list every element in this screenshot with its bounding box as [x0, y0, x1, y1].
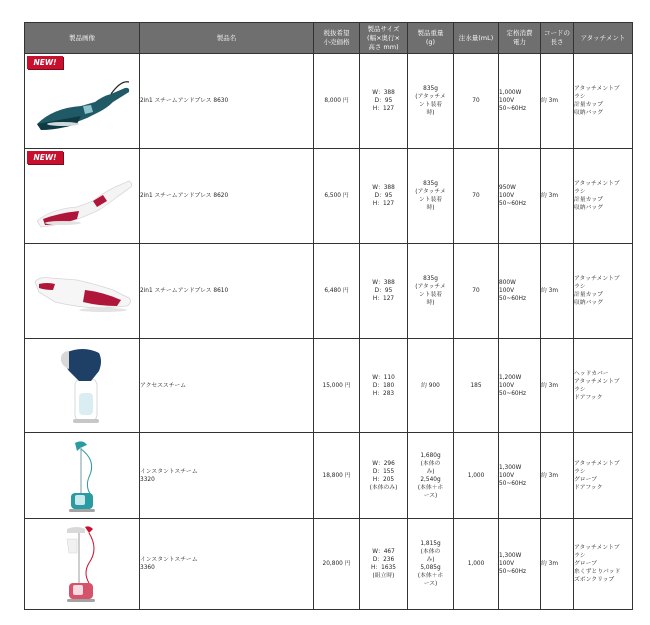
product-weight: 1,815g (本体の み) 5,085g (本体＋ホ ース) — [408, 519, 454, 610]
product-water: 70 — [454, 54, 499, 149]
garment-steamer-teal-icon — [59, 437, 109, 515]
product-weight: 835g (アタッチメ ント装着 時) — [408, 244, 454, 339]
product-cord: 約 3m — [541, 339, 574, 433]
handheld-steamer-red-icon — [33, 171, 135, 233]
product-accessories: アタッチメントブ ラシ グローブ 糸くずとりパッド ズボンクリップ — [574, 519, 633, 610]
handheld-steamer-red-icon — [33, 262, 135, 320]
product-cord: 約 3m — [541, 433, 574, 519]
new-badge: NEW! — [27, 56, 63, 69]
product-weight: 1,680g (本体の み) 2,540g (本体＋ホ ース) — [408, 433, 454, 519]
product-water: 1,000 — [454, 433, 499, 519]
header-cord: コードの 長さ — [541, 23, 574, 54]
table-row — [25, 519, 633, 610]
product-water: 185 — [454, 339, 499, 433]
product-price: 6,500 円 — [314, 149, 360, 244]
product-water: 70 — [454, 244, 499, 339]
table-row — [25, 244, 633, 339]
header-row — [25, 23, 633, 54]
table-row — [25, 339, 633, 433]
product-accessories: アタッチメントブ ラシ 計量カップ 収納バッグ — [574, 149, 633, 244]
product-cord: 約 3m — [541, 519, 574, 610]
product-price: 20,800 円 — [314, 519, 360, 610]
header-name: 製品名 — [140, 23, 314, 54]
product-image-cell — [25, 244, 140, 339]
product-accessories: アタッチメントブ ラシ グローブ ドアフック — [574, 433, 633, 519]
table-row — [25, 54, 633, 149]
product-name: インスタントスチーム 3360 — [140, 519, 314, 610]
product-name: 2in1 スチームアンドプレス 8610 — [140, 244, 314, 339]
product-power: 1,300W 100V 50~60Hz — [499, 519, 541, 610]
product-size: W：296 D：155 H：205 (本体のみ) — [360, 433, 408, 519]
product-image-cell — [25, 519, 140, 610]
product-image-cell — [25, 433, 140, 519]
header-accessories: アタッチメント — [574, 23, 633, 54]
product-price: 6,480 円 — [314, 244, 360, 339]
product-size: W：467 D：236 H：1635 (組立時) — [360, 519, 408, 610]
product-water: 1,000 — [454, 519, 499, 610]
header-image: 製品画像 — [25, 23, 140, 54]
product-name: 2in1 スチームアンドプレス 8630 — [140, 54, 314, 149]
product-accessories: アタッチメントブ ラシ 計量カップ 収納バッグ — [574, 244, 633, 339]
upright-steamer-navy-icon — [55, 343, 111, 427]
product-size: W：388 D：95 H：127 — [360, 149, 408, 244]
handheld-steamer-teal-icon — [33, 72, 133, 136]
product-cord: 約 3m — [541, 54, 574, 149]
product-power: 1,300W 100V 50~60Hz — [499, 433, 541, 519]
product-cord: 約 3m — [541, 149, 574, 244]
product-cord: 約 3m — [541, 244, 574, 339]
product-price: 15,000 円 — [314, 339, 360, 433]
product-accessories: アタッチメントブ ラシ 計量カップ 収納バッグ — [574, 54, 633, 149]
product-name: インスタントスチーム 3320 — [140, 433, 314, 519]
table-row — [25, 149, 633, 244]
new-badge: NEW! — [27, 151, 63, 164]
product-image-cell — [25, 339, 140, 433]
product-power: 950W 100V 50~60Hz — [499, 149, 541, 244]
product-power: 800W 100V 50~60Hz — [499, 244, 541, 339]
header-weight: 製品重量 (g) — [408, 23, 454, 54]
header-power: 定格消費 電力 — [499, 23, 541, 54]
table-row — [25, 433, 633, 519]
product-size: W：110 D：180 H：283 — [360, 339, 408, 433]
product-water: 70 — [454, 149, 499, 244]
product-size: W：388 D：95 H：127 — [360, 244, 408, 339]
product-price: 18,800 円 — [314, 433, 360, 519]
product-image-cell — [25, 149, 140, 244]
product-name: アクセススチーム — [140, 339, 314, 433]
product-weight: 835g (アタッチメ ント装着 時) — [408, 149, 454, 244]
product-spec-table — [24, 22, 633, 610]
product-size: W：388 D：95 H：127 — [360, 54, 408, 149]
garment-steamer-red-icon — [59, 523, 109, 605]
product-accessories: ヘッドカバー アタッチメントブ ラシ ドアフック — [574, 339, 633, 433]
product-price: 8,000 円 — [314, 54, 360, 149]
header-price: 税抜希望 小売価格 — [314, 23, 360, 54]
header-water: 注水量(mL) — [454, 23, 499, 54]
product-weight: 835g (アタッチメ ント装着 時) — [408, 54, 454, 149]
product-name: 2in1 スチームアンドプレス 8620 — [140, 149, 314, 244]
product-power: 1,200W 100V 50~60Hz — [499, 339, 541, 433]
header-size: 製品サイズ (幅×奥行× 高さ mm) — [360, 23, 408, 54]
product-weight: 約 900 — [408, 339, 454, 433]
product-image-cell — [25, 54, 140, 149]
product-power: 1,000W 100V 50~60Hz — [499, 54, 541, 149]
